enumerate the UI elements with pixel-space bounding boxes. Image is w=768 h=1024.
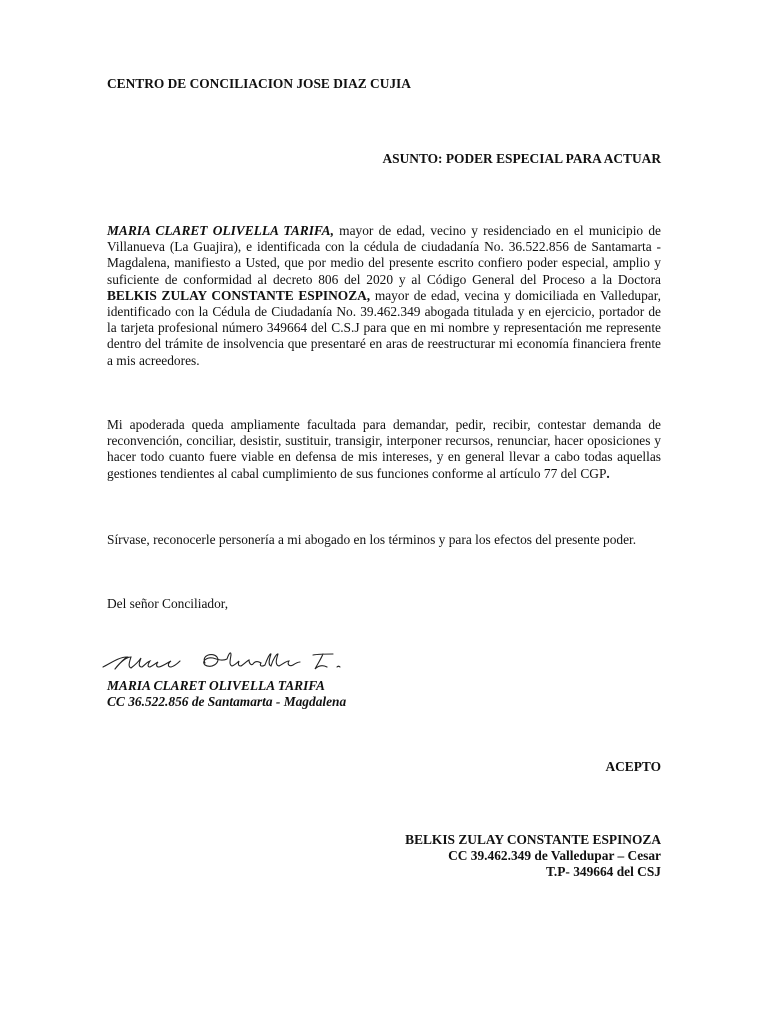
handwritten-signature <box>101 645 351 675</box>
grantor-name: MARIA CLARET OLIVELLA TARIFA <box>107 678 325 693</box>
closing-line: Del señor Conciliador, <box>107 596 229 611</box>
paragraph-text: Mi apoderada queda ampliamente facultada para demandar, pedir, recibir, contestar demanda de reconvención, conciliar, desistir, sustituir, transigir, interponer recursos, renunciar, hacer oposiciones y hacer todo cuanto fuere viable en defensa de mis intereses, y en general llevar a cabo todas aquellas gestiones tendientes al cabal cumplimiento de sus funciones conforme al artículo 77 del CGP <box>107 417 661 481</box>
paragraph-text: mayor de edad, vecino y residenciado en el municipio de Villanueva (La Guajira), e identificada con la cédula de ciudadanía No. 36.522.856 de Santamarta - Magdalena, manifiesto a Usted, que por medio del presente escrito confiero poder especial, amplio y suficiente de conformidad al decreto 806 del 2020 y al Código General del Proceso a la Doctora <box>107 223 661 287</box>
attorney-id: CC 39.462.349 de Valledupar – Cesar <box>448 848 661 864</box>
document-header: CENTRO DE CONCILIACION JOSE DIAZ CUJIA <box>107 76 411 91</box>
accept-label: ACEPTO <box>605 759 661 774</box>
paragraph-power-of-attorney <box>107 223 661 369</box>
attorney-tp: T.P- 349664 del CSJ <box>545 864 661 880</box>
document-subject: ASUNTO: PODER ESPECIAL PARA ACTUAR <box>382 151 661 166</box>
grantor-id: CC 36.522.856 de Santamarta - Magdalena <box>107 694 347 710</box>
attorney-signature-block <box>107 832 661 881</box>
grantor-name-inline: MARIA CLARET OLIVELLA TARIFA, <box>107 223 334 238</box>
paragraph-request: Sírvase, reconocerle personería a mi abogado en los términos y para los efectos del presente poder. <box>107 532 637 547</box>
attorney-name-inline: BELKIS ZULAY CONSTANTE ESPINOZA, <box>107 287 371 303</box>
paragraph-faculties <box>107 417 661 482</box>
paragraph-text: mayor de edad, vecina y domiciliada en Valledupar, identificado con la Cédula de Ciudadanía No. 39.462.349 abogada titulada y en ejercicio, portador de la tarjeta profesional número 349664 del C.S.J para que en mi nombre y representación me represente dentro del trámite de insolvencia que presentaré en aras de reestructurar mi economía financiera frente a mis acreedores. <box>107 287 661 368</box>
grantor-signature-block <box>107 678 661 710</box>
paragraph-end: . <box>606 465 610 481</box>
attorney-name: BELKIS ZULAY CONSTANTE ESPINOZA <box>405 832 661 847</box>
